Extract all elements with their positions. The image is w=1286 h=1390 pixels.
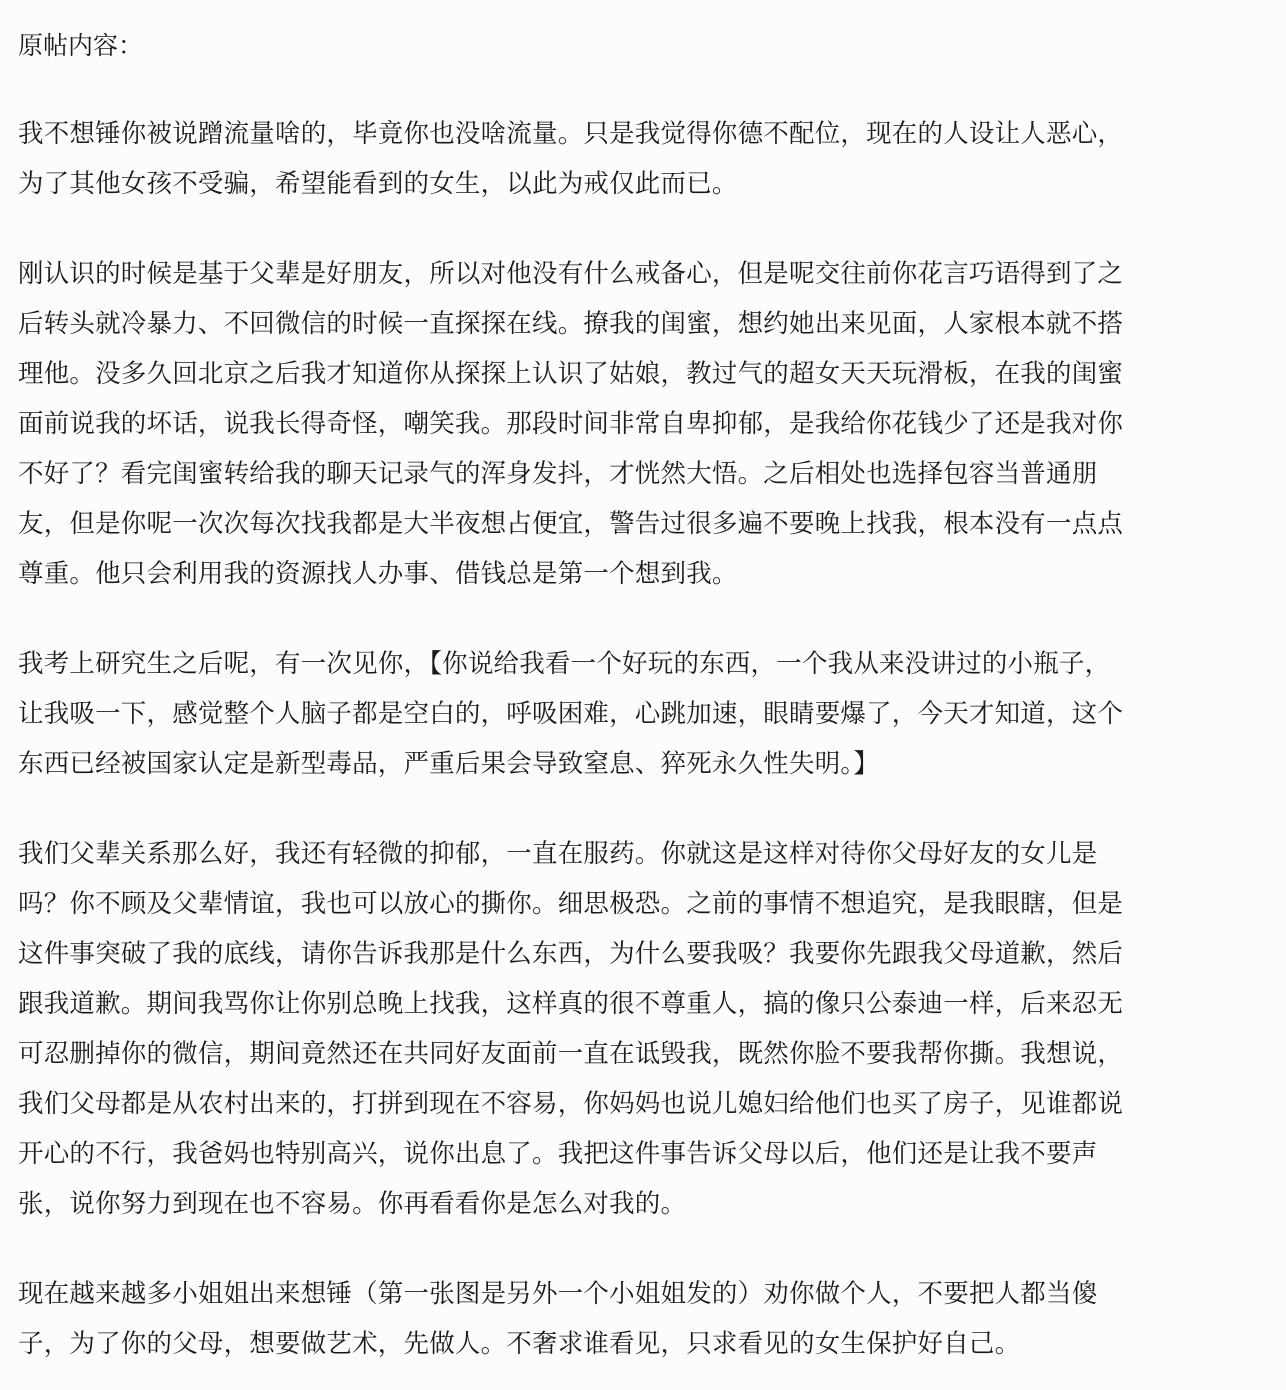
text-line: 东西已经被国家认定是新型毒品，严重后果会导致窒息、猝死永久性失明。】 xyxy=(18,749,880,779)
text-line: 张，说你努力到现在也不容易。你再看看你是怎么对我的。 xyxy=(18,1189,687,1219)
text-line: 后转头就冷暴力、不回微信的时候一直探探在线。撩我的闺蜜，想约她出来见面，人家根本就不搭 xyxy=(18,309,1124,339)
text-line: 开心的不行，我爸妈也特别高兴，说你出息了。我把这件事告诉父母以后，他们还是让我不要声 xyxy=(18,1139,1098,1169)
paragraph-3 xyxy=(18,639,1278,789)
text-line: 这件事突破了我的底线，请你告诉我那是什么东西，为什么要我吸？我要你先跟我父母道歉，然后 xyxy=(18,939,1124,969)
text-line: 理他。没多久回北京之后我才知道你从探探上认识了姑娘，教过气的超女天天玩滑板，在我的闺蜜 xyxy=(18,359,1124,389)
paragraph-2 xyxy=(18,249,1278,599)
text-line: 刚认识的时候是基于父辈是好朋友，所以对他没有什么戒备心，但是呢交往前你花言巧语得到了之 xyxy=(18,259,1124,289)
text-line: 现在越来越多小姐姐出来想锤（第一张图是另外一个小姐姐发的）劝你做个人，不要把人都当傻 xyxy=(18,1279,1098,1309)
post-title: 原帖内容： xyxy=(18,31,144,60)
paragraph-1 xyxy=(18,109,1278,209)
paragraph-4 xyxy=(18,829,1278,1229)
text-line: 可忍删掉你的微信，期间竟然还在共同好友面前一直在诋毁我，既然你脸不要我帮你撕。我想说， xyxy=(18,1039,1124,1069)
text-line: 我们父辈关系那么好，我还有轻微的抑郁，一直在服药。你就这是这样对待你父母好友的女儿是 xyxy=(18,839,1098,869)
text-line: 面前说我的坏话，说我长得奇怪，嘲笑我。那段时间非常自卑抑郁，是我给你花钱少了还是我对你 xyxy=(18,409,1124,439)
text-line: 让我吸一下，感觉整个人脑子都是空白的，呼吸困难，心跳加速，眼睛要爆了，今天才知道，这个 xyxy=(18,699,1124,729)
text-line: 我们父母都是从农村出来的，打拼到现在不容易，你妈妈也说儿媳妇给他们也买了房子，见谁都说 xyxy=(18,1089,1124,1119)
paragraph-5 xyxy=(18,1269,1278,1369)
text-line: 友，但是你呢一次次每次找我都是大半夜想占便宜，警告过很多遍不要晚上找我，根本没有一点点 xyxy=(18,509,1124,539)
text-line: 尊重。他只会利用我的资源找人办事、借钱总是第一个想到我。 xyxy=(18,559,738,589)
text-line: 不好了？看完闺蜜转给我的聊天记录气的浑身发抖，才恍然大悟。之后相处也选择包容当普通朋 xyxy=(18,459,1098,489)
text-line: 子，为了你的父母，想要做艺术，先做人。不奢求谁看见，只求看见的女生保护好自己。 xyxy=(18,1329,1021,1359)
text-line: 吗？你不顾及父辈情谊，我也可以放心的撕你。细思极恐。之前的事情不想追究，是我眼瞎，但是 xyxy=(18,889,1124,919)
text-line: 我考上研究生之后呢，有一次见你，【你说给我看一个好玩的东西，一个我从来没讲过的小瓶子， xyxy=(18,649,1111,679)
text-line: 我不想锤你被说蹭流量啥的，毕竟你也没啥流量。只是我觉得你德不配位，现在的人设让人恶心， xyxy=(18,119,1124,149)
text-line: 为了其他女孩不受骗，希望能看到的女生，以此为戒仅此而已。 xyxy=(18,169,738,199)
text-line: 跟我道歉。期间我骂你让你别总晚上找我，这样真的很不尊重人，搞的像只公泰迪一样，后来忍无 xyxy=(18,989,1124,1019)
